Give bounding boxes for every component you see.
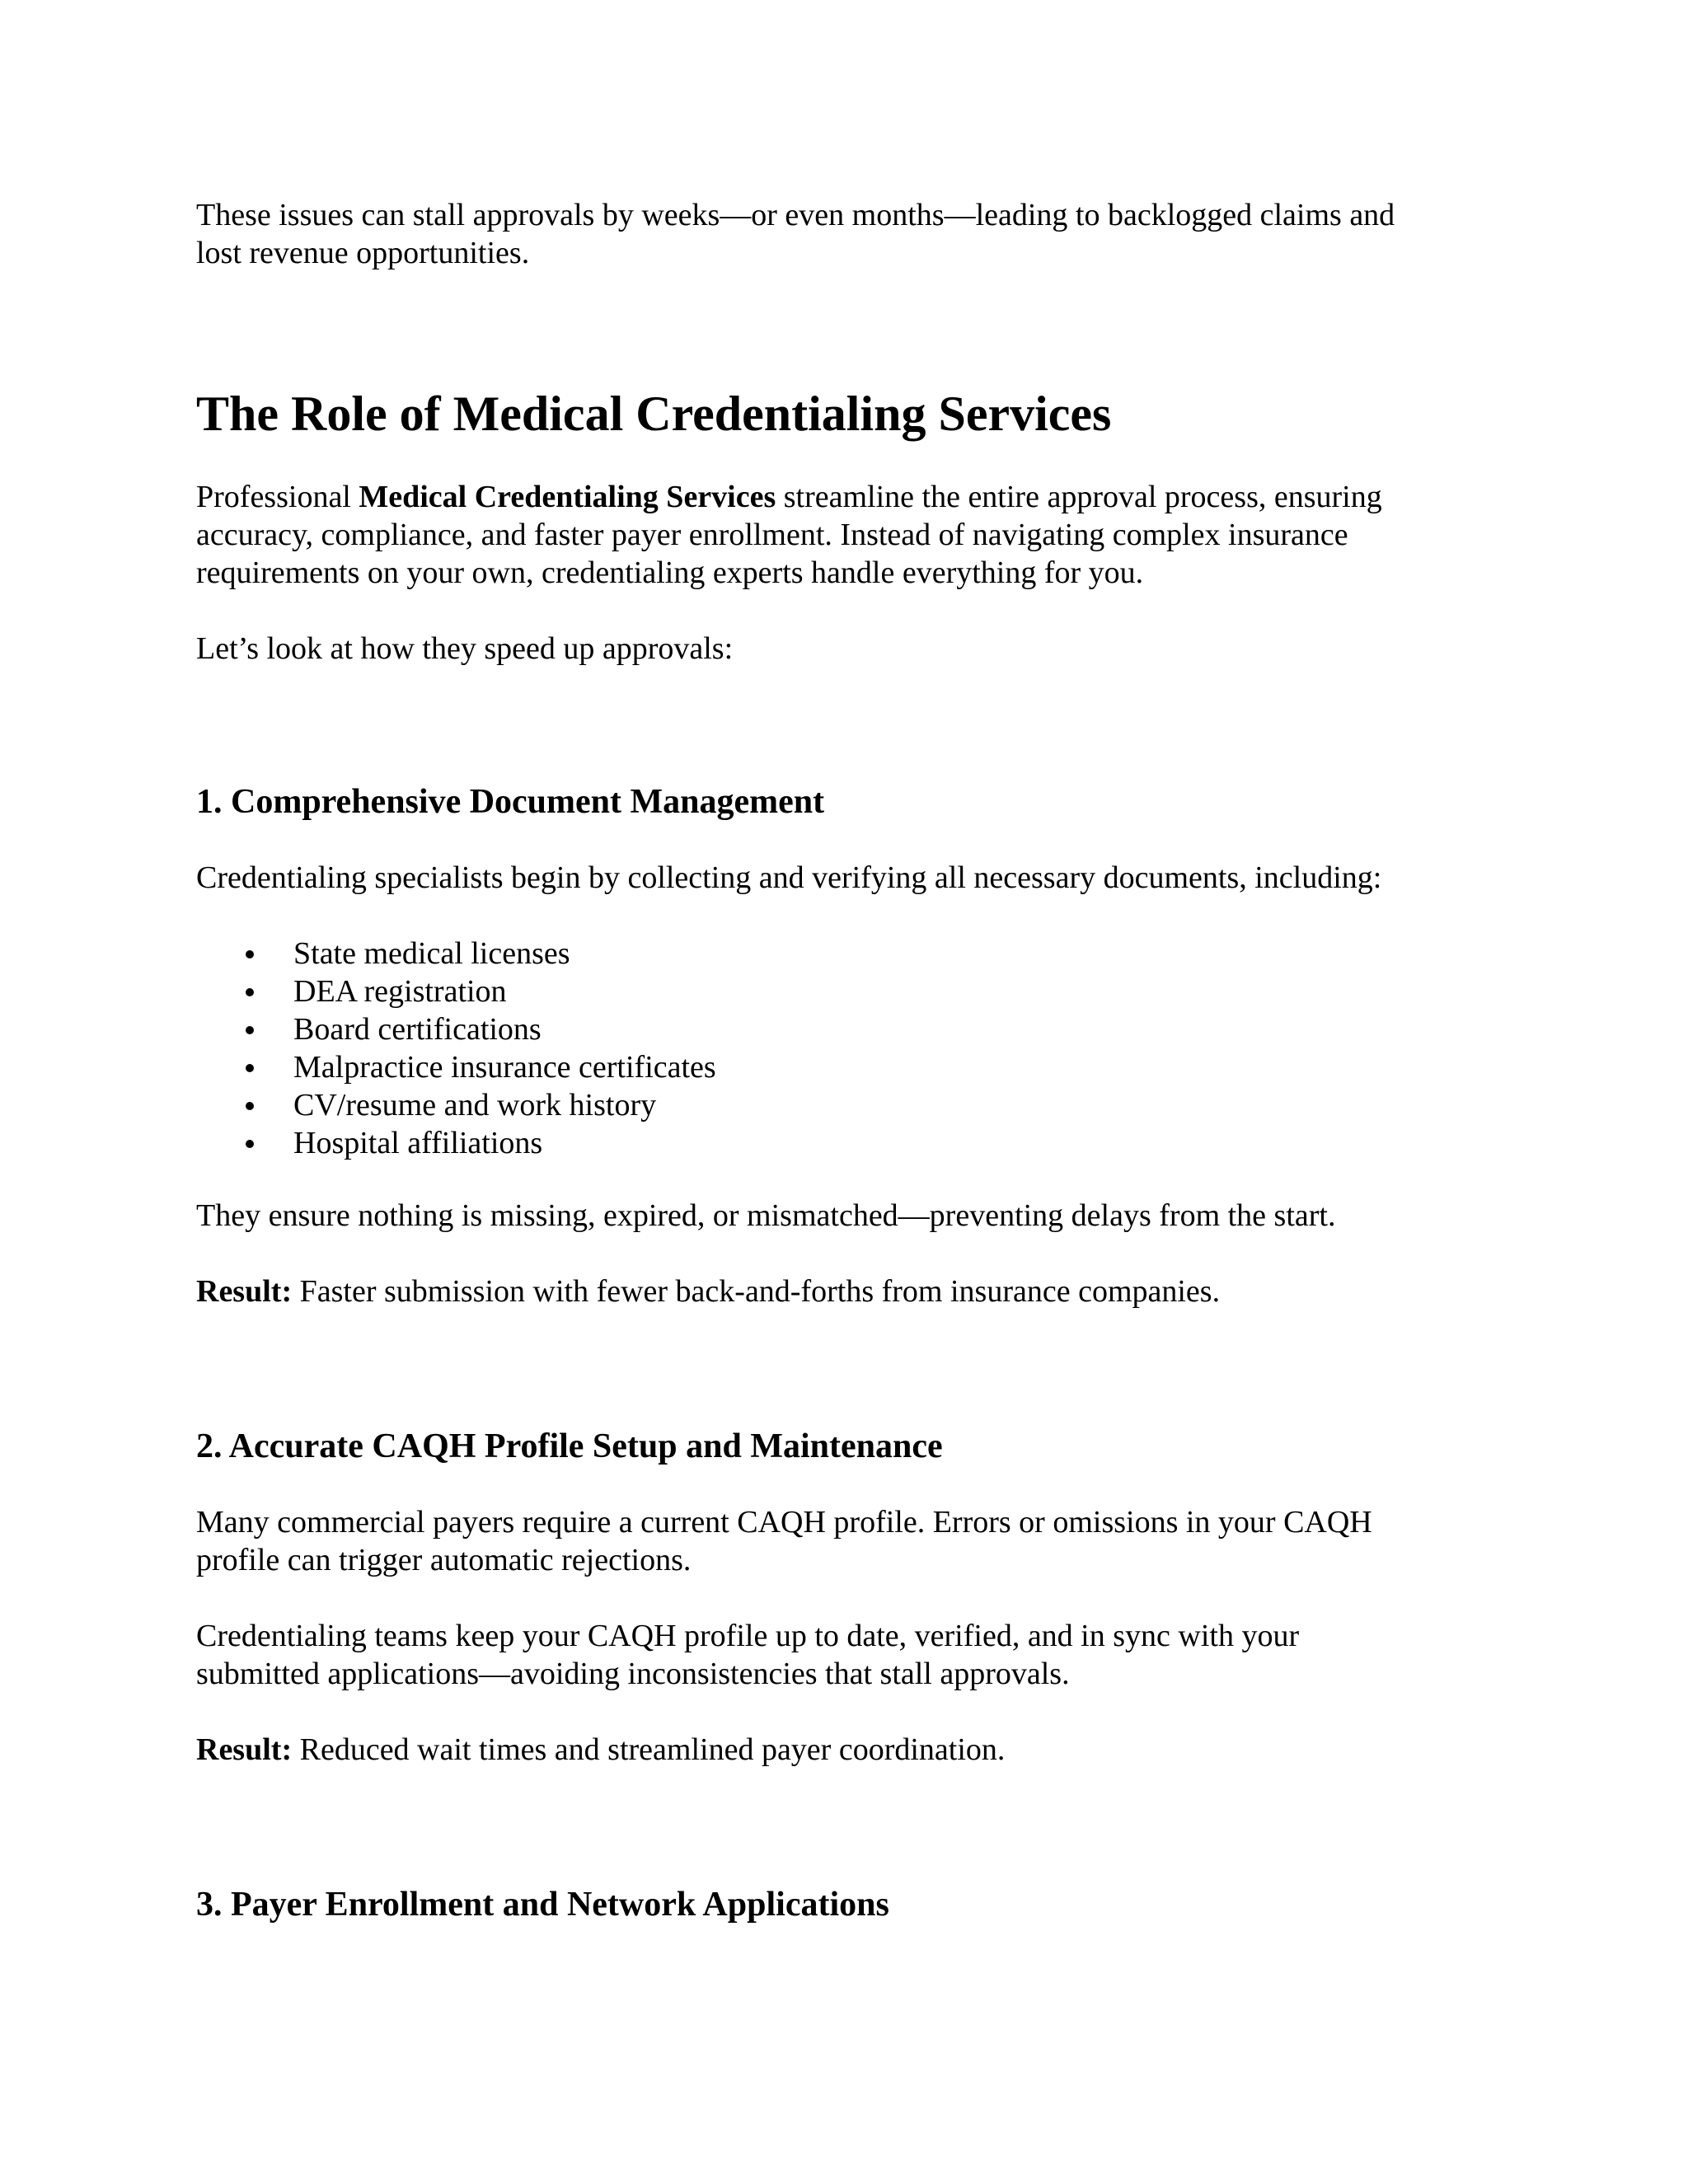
bullet-icon bbox=[246, 950, 254, 958]
main-p1-line-3: requirements on your own, credentialing experts handle everything for you. bbox=[196, 555, 1144, 590]
section-1-result bbox=[196, 1272, 1515, 1310]
page-title: The Role of Medical Credentialing Services bbox=[196, 387, 1112, 441]
bullet-icon bbox=[246, 1102, 254, 1110]
main-p1-line-2: accuracy, compliance, and faster payer enrollment. Instead of navigating complex insurance bbox=[196, 518, 1348, 552]
section-2-paragraph-2 bbox=[196, 1617, 1515, 1693]
section-1-result-label: Result: bbox=[196, 1274, 293, 1309]
section-1-intro: Credentialing specialists begin by collecting and verifying all necessary documents, including: bbox=[196, 860, 1382, 895]
main-p1-prefix: Professional bbox=[196, 480, 359, 514]
intro-line-1: These issues can stall approvals by weeks—or even months—leading to backlogged claims and bbox=[196, 198, 1395, 232]
section-2-result-text: Reduced wait times and streamlined payer coordination. bbox=[292, 1732, 1006, 1767]
bullet-icon bbox=[246, 988, 254, 996]
section-2-result bbox=[196, 1731, 1515, 1769]
main-p1-bold: Medical Credentialing Services bbox=[359, 480, 776, 514]
section-2-p1-line-2: profile can trigger automatic rejections. bbox=[196, 1543, 692, 1577]
main-paragraph-2: Let’s look at how they speed up approvals: bbox=[196, 631, 734, 666]
bullet-icon bbox=[246, 1140, 254, 1148]
bullet-icon bbox=[246, 1064, 254, 1072]
document-list bbox=[196, 935, 716, 1162]
section-1-result-text: Faster submission with fewer back-and-forths from insurance companies. bbox=[292, 1274, 1221, 1309]
section-2-p1-line-1: Many commercial payers require a current CAQH profile. Errors or omissions in your CAQH bbox=[196, 1505, 1372, 1540]
list-item: State medical licenses bbox=[196, 935, 716, 972]
main-paragraph-1 bbox=[196, 478, 1515, 592]
list-item: Hospital affiliations bbox=[196, 1124, 716, 1162]
section-2-paragraph-1 bbox=[196, 1503, 1515, 1579]
main-p1-suffix: streamline the entire approval process, ensuring bbox=[776, 480, 1382, 514]
list-item: CV/resume and work history bbox=[196, 1086, 716, 1124]
section-2-p2-line-1: Credentialing teams keep your CAQH profile up to date, verified, and in sync with your bbox=[196, 1619, 1300, 1653]
intro-paragraph bbox=[196, 196, 1515, 272]
section-2-p2-line-2: submitted applications—avoiding inconsistencies that stall approvals. bbox=[196, 1657, 1070, 1691]
section-2-heading: 2. Accurate CAQH Profile Setup and Maintenance bbox=[196, 1427, 943, 1465]
section-1-after: They ensure nothing is missing, expired, or mismatched—preventing delays from the start. bbox=[196, 1198, 1336, 1233]
list-item: DEA registration bbox=[196, 972, 716, 1010]
section-1-heading: 1. Comprehensive Document Management bbox=[196, 783, 825, 821]
bullet-icon bbox=[246, 1026, 254, 1034]
section-2-result-label: Result: bbox=[196, 1732, 293, 1767]
section-3-heading: 3. Payer Enrollment and Network Applications bbox=[196, 1886, 889, 1924]
list-item: Malpractice insurance certificates bbox=[196, 1048, 716, 1086]
list-item: Board certifications bbox=[196, 1010, 716, 1048]
intro-line-2: lost revenue opportunities. bbox=[196, 236, 530, 270]
